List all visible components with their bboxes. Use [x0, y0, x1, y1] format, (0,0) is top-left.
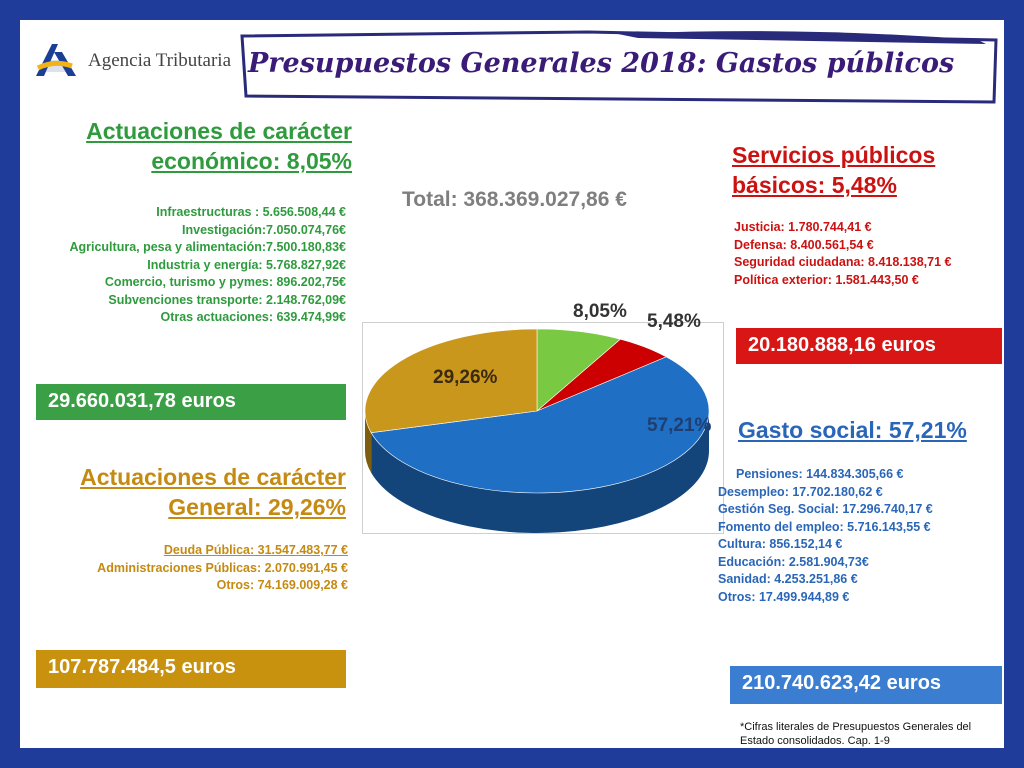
basicos-item: Política exterior: 1.581.443,50 €	[734, 272, 919, 287]
general-item: Administraciones Públicas: 2.070.991,45 €	[97, 560, 348, 575]
economico-amount: 29.660.031,78 euros	[48, 390, 236, 412]
basicos-item: Justicia: 1.780.744,41 €	[734, 220, 872, 234]
economico-heading-line1: Actuaciones de carácter	[86, 118, 352, 144]
social-item: Fomento del empleo: 5.716.143,55 €	[718, 519, 931, 534]
basicos-item: Seguridad ciudadana: 8.418.138,71 €	[734, 255, 952, 269]
economico-item: Agricultura, pesa y alimentación:7.500.180,83€	[69, 240, 346, 254]
basicos-item: Defensa: 8.400.561,54 €	[734, 237, 874, 252]
pie-label-basicos: 5,48%	[647, 311, 701, 332]
logo-text: Agencia Tributaria	[88, 50, 232, 71]
general-heading	[40, 462, 346, 522]
page-title: Presupuestos Generales 2018: Gastos públicos	[248, 48, 955, 79]
general-heading-line2: General: 29,26%	[168, 494, 346, 520]
social-heading-text: Gasto social: 57,21%	[738, 417, 967, 443]
social-item: Desempleo: 17.702.180,62 €	[718, 484, 883, 499]
social-amount-box	[730, 666, 1002, 704]
basicos-heading	[732, 140, 992, 200]
economico-item: Subvenciones transporte: 2.148.762,09€	[108, 292, 346, 307]
pie-chart-svg	[363, 301, 723, 533]
economico-item: Infraestructuras : 5.656.508,44 €	[156, 205, 346, 219]
social-item: Pensiones: 144.834.305,66 €	[736, 467, 904, 481]
footnote: *Cifras literales de Presupuestos Generales del Estado consolidados. Cap. 1-9	[740, 721, 972, 747]
social-item: Cultura: 856.152,14 €	[718, 537, 843, 551]
basicos-amount: 20.180.888,16 euros	[748, 334, 936, 356]
pie-label-general: 29,26%	[433, 367, 498, 388]
basicos-items	[734, 219, 994, 289]
general-item: Deuda Pública: 31.547.483,77 €	[163, 543, 348, 557]
social-heading	[738, 415, 996, 445]
pie-chart	[362, 301, 724, 534]
social-amount: 210.740.623,42 euros	[742, 672, 942, 694]
general-heading-line1: Actuaciones de carácter	[80, 464, 346, 490]
economico-item: Industria y energía: 5.768.827,92€	[147, 257, 346, 272]
general-amount: 107.787.484,5 euros	[48, 656, 236, 678]
economico-item: Investigación:7.050.074,76€	[182, 222, 346, 237]
pie-label-social: 57,21%	[647, 415, 712, 436]
total-label: Total: 368.369.027,86 €	[402, 188, 627, 211]
social-item: Sanidad: 4.253.251,86 €	[718, 572, 858, 586]
economico-item: Otras actuaciones: 639.474,99€	[160, 310, 346, 324]
social-items	[718, 466, 998, 606]
agencia-tributaria-emblem-icon	[32, 38, 82, 82]
basicos-amount-box	[736, 328, 1002, 364]
general-items	[32, 542, 348, 595]
economico-heading	[40, 116, 352, 176]
economico-items	[32, 204, 346, 327]
pie-label-economico: 8,05%	[573, 301, 627, 322]
general-item: Otros: 74.169.009,28 €	[216, 578, 348, 592]
agencia-tributaria-logo	[32, 38, 242, 82]
economico-heading-line2: económico: 8,05%	[151, 148, 352, 174]
social-item: Gestión Seg. Social: 17.296.740,17 €	[718, 502, 933, 516]
basicos-heading-line2: básicos: 5,48%	[732, 172, 897, 198]
social-item: Educación: 2.581.904,73€	[718, 554, 869, 569]
general-amount-box	[36, 650, 346, 688]
economico-item: Comercio, turismo y pymes: 896.202,75€	[104, 275, 346, 289]
title-banner	[238, 30, 1000, 106]
basicos-heading-line1: Servicios públicos	[732, 142, 936, 168]
social-item: Otros: 17.499.944,89 €	[718, 589, 850, 604]
economico-amount-box	[36, 384, 346, 420]
slide	[20, 20, 1004, 748]
